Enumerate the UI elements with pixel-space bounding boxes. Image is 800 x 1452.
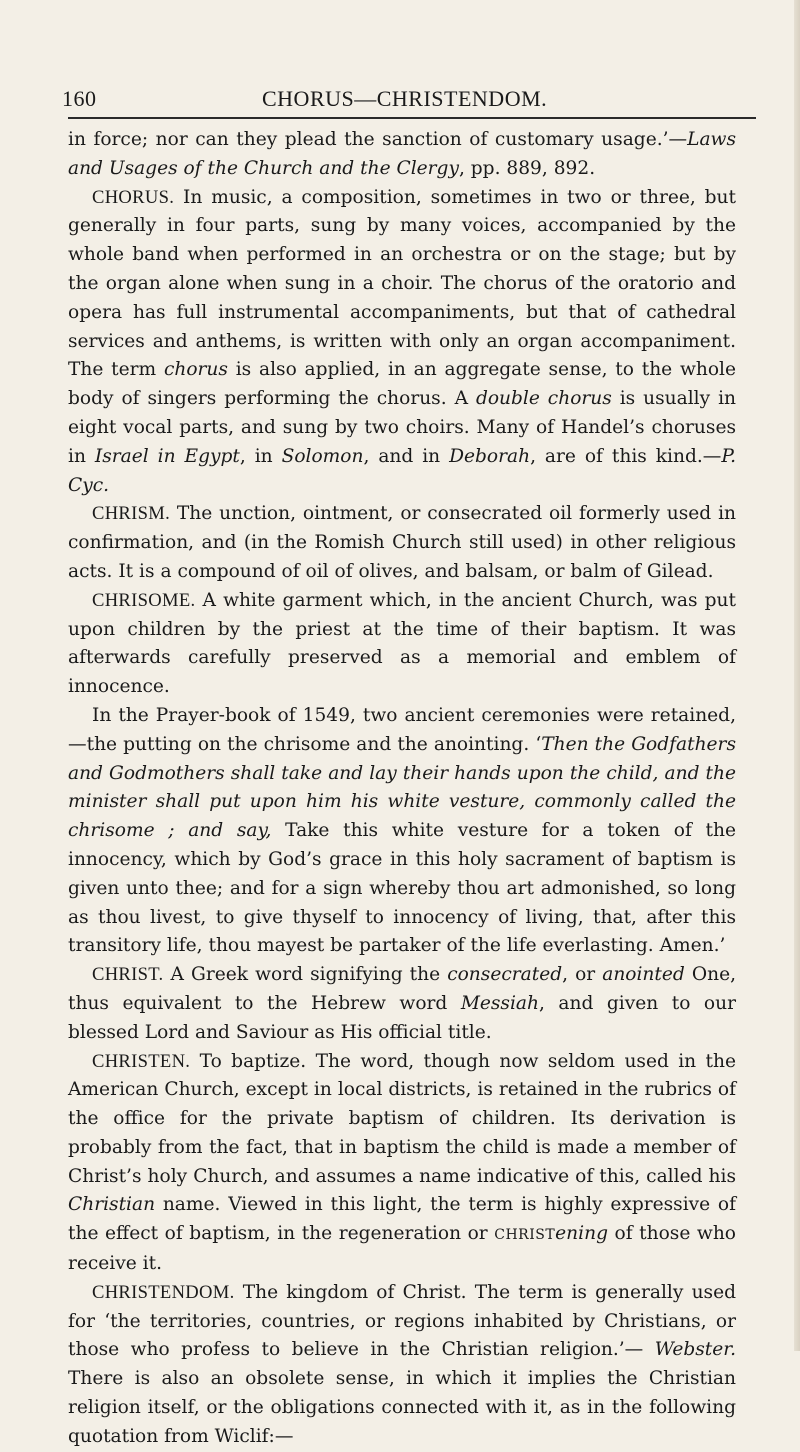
- running-head: CHORUS—CHRISTENDOM.: [262, 86, 548, 111]
- text-run: Take this white vesture for a token of the innocency, which by God’s grace in this holy sacrament of baptism is given unto thee; and for a sign whereby thou art admonished, so long as thou livest, to give thyself to innocency of living, that, after this transitory life, thou mayest be partaker of the life everlasting. Amen.’: [68, 820, 736, 957]
- text-run: name. Viewed in this light, the term is highly expressive of the effect of baptism, in the regeneration or: [68, 1194, 736, 1245]
- italic-term: Christian: [68, 1194, 156, 1216]
- entry-christendom: [68, 1279, 736, 1452]
- small-caps-term: CHRIST: [494, 1227, 556, 1244]
- text-run: One, thus equivalent to the Hebrew word: [68, 964, 736, 1014]
- italic-term: consecrated: [447, 964, 563, 986]
- text-run: , pp. 889, 892.: [458, 157, 596, 179]
- page-number: 160: [62, 86, 97, 111]
- text-run: The kingdom of Christ. The term is generally used for ‘the territories, countries, or regions inhabited by Christians, or those who profess to believe in the Christian religion.’—: [68, 1281, 736, 1361]
- italic-term: Deborah: [449, 445, 531, 467]
- italic-term: ening: [555, 1223, 608, 1245]
- citation: Laws and Usages of the Church and the Clergy: [68, 129, 736, 179]
- headword: CHRIST.: [92, 964, 164, 986]
- text-run: There is also an obsolete sense, in which it implies the Christian religion itself, or the obligations connected with it, as in the following quotation from Wiclif:—: [68, 1368, 736, 1447]
- paragraph-prayer-book: [68, 702, 736, 961]
- italic-term: anointed: [602, 964, 685, 986]
- italic-term: double chorus: [475, 388, 612, 410]
- italic-quote: Then the Godfathers and Godmothers shall take and lay their hands upon the child, and the minister shall put upon him his white vesture, commonly called the chrisome ; and say,: [68, 733, 736, 842]
- entry-chrisome: [68, 587, 736, 702]
- text-run: of those who receive it.: [68, 1223, 736, 1275]
- text-run: To baptize. The word, though now seldom used in the American Church, except in local districts, is retained in the rubrics of the office for the private baptism of children. Its derivation is probably from the fact, that in baptism the child is made a member of Christ’s holy Church, and assumes a name indicative of this, called his: [68, 1050, 736, 1187]
- headword: CHRISM.: [92, 503, 171, 525]
- headword: CHRISOME.: [92, 589, 196, 611]
- text-run: , are of this kind.—: [530, 445, 722, 467]
- text-run: , and given to our blessed Lord and Saviour as His official title.: [68, 992, 736, 1043]
- header-rule: [68, 117, 756, 119]
- text-run: , in: [239, 445, 282, 467]
- headword: CHRISTEN.: [92, 1050, 191, 1072]
- text-run: In music, a composition, sometimes in two or three, but generally in four parts, sung by many voices, accompanied by the whole band when performed in an orchestra or on the stage; but by the organ alone when sung in a choir. The chorus of the oratorio and opera has full instrumental accompaniments, but that of cathedral services and anthems, is written with only an organ accompaniment. The term: [68, 186, 736, 381]
- text-run: A white garment which, in the ancient Church, was put upon children by the priest at the time of their baptism. It was afterwards carefully preserved as a memorial and emblem of innocence.: [68, 589, 736, 698]
- text-run: is also applied, in an aggregate sense, to the whole body of singers performing the chorus. A: [68, 359, 736, 410]
- entry-christ: [68, 961, 736, 1047]
- entry-chrism: [68, 500, 736, 586]
- italic-term: chorus: [163, 359, 228, 381]
- italic-term: Messiah: [460, 992, 539, 1014]
- text-run: The unction, ointment, or consecrated oil formerly used in confirmation, and (in the Romish Church still used) in other religious acts. It is a compound of oil of olives, and balsam, or balm of Gilead.: [68, 503, 736, 582]
- page-body: [68, 126, 736, 1452]
- continued-paragraph: [68, 126, 736, 184]
- text-run: , or: [562, 964, 603, 986]
- text-run: is usually in eight vocal parts, and sung by two choirs. Many of Handel’s choruses in: [68, 388, 736, 467]
- citation: Webster.: [654, 1339, 736, 1361]
- text-run: in force; nor can they plead the sanction of customary usage.’—: [68, 129, 688, 150]
- text-run: , and in: [363, 445, 450, 467]
- italic-term: Solomon: [281, 445, 364, 467]
- text-run: A Greek word signifying the: [163, 964, 448, 986]
- citation: P. Cyc.: [68, 445, 737, 496]
- text-run: In the Prayer-book of 1549, two ancient ceremonies were retained,—the putting on the chrisome and the anointing. ‘: [68, 704, 736, 755]
- entry-chorus: [68, 184, 736, 501]
- entry-christen: [68, 1048, 736, 1279]
- italic-term: Israel in Egypt: [94, 445, 240, 467]
- headword: CHORUS.: [92, 186, 175, 208]
- headword: CHRISTENDOM.: [92, 1281, 235, 1303]
- page-edge: [794, 0, 800, 1351]
